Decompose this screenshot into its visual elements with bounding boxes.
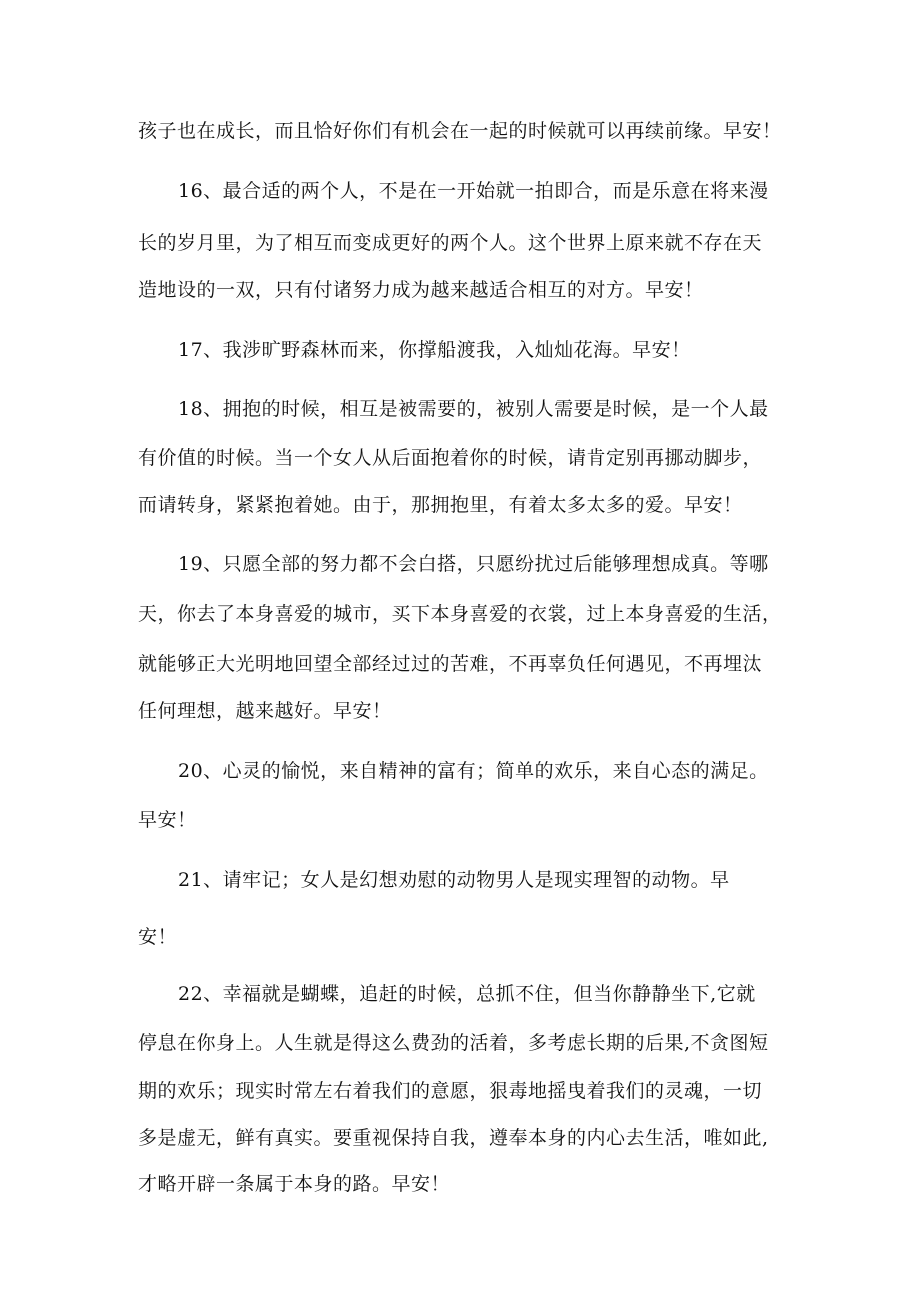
text-line: 19、只愿全部的努力都不会白搭，只愿纷扰过后能够理想成真。等哪 xyxy=(178,553,769,575)
text-line: 造地设的一双，只有付诸努力成为越来越适合相互的对方。早安！ xyxy=(138,279,704,301)
text-line: 18、拥抱的时候，相互是被需要的，被别人需要是时候，是一个人最 xyxy=(178,398,769,420)
text-line: 孩子也在成长，而且恰好你们有机会在一起的时候就可以再续前缘。早安！ xyxy=(138,120,782,142)
text-line: 期的欢乐；现实时常左右着我们的意愿，狠毒地摇曳着我们的灵魂，一切 xyxy=(138,1080,763,1102)
text-line: 任何理想，越来越好。早安！ xyxy=(138,700,392,722)
text-line: 16、最合适的两个人，不是在一开始就一拍即合，而是乐意在将来漫 xyxy=(178,180,769,202)
text-line: 而请转身，紧紧抱着她。由于，那拥抱里，有着太多太多的爱。早安！ xyxy=(138,494,743,516)
text-line: 有价值的时候。当一个女人从后面抱着你的时候，请肯定别再挪动脚步， xyxy=(138,447,763,469)
text-line: 就能够正大光明地回望全部经过过的苦难，不再辜负任何遇见，不再埋汰 xyxy=(138,653,763,675)
text-line: 17、我涉旷野森林而来，你撑船渡我，入灿灿花海。早安！ xyxy=(178,339,691,361)
text-line: 才略开辟一条属于本身的路。早安！ xyxy=(138,1173,451,1195)
text-line: 长的岁月里，为了相互而变成更好的两个人。这个世界上原来就不存在天 xyxy=(138,232,763,254)
text-line: 21、请牢记；女人是幻想劝慰的动物男人是现实理智的动物。早 xyxy=(178,869,730,891)
text-line: 天，你去了本身喜爱的城市，买下本身喜爱的衣裳，过上本身喜爱的生活， xyxy=(138,603,782,625)
text-line: 多是虚无，鲜有真实。要重视保持自我，遵奉本身的内心去生活，唯如此, xyxy=(138,1127,769,1149)
text-line: 安！ xyxy=(138,926,178,948)
text-line: 停息在你身上。人生就是得这么费劲的活着，多考虑长期的后果,不贪图短 xyxy=(138,1032,769,1054)
text-line: 早安！ xyxy=(138,809,197,831)
text-line: 22、幸福就是蝴蝶，追赶的时候，总抓不住，但当你静静坐下,它就 xyxy=(178,983,756,1005)
text-line: 20、心灵的愉悦，来自精神的富有；简单的欢乐，来自心态的满足。 xyxy=(178,760,769,782)
